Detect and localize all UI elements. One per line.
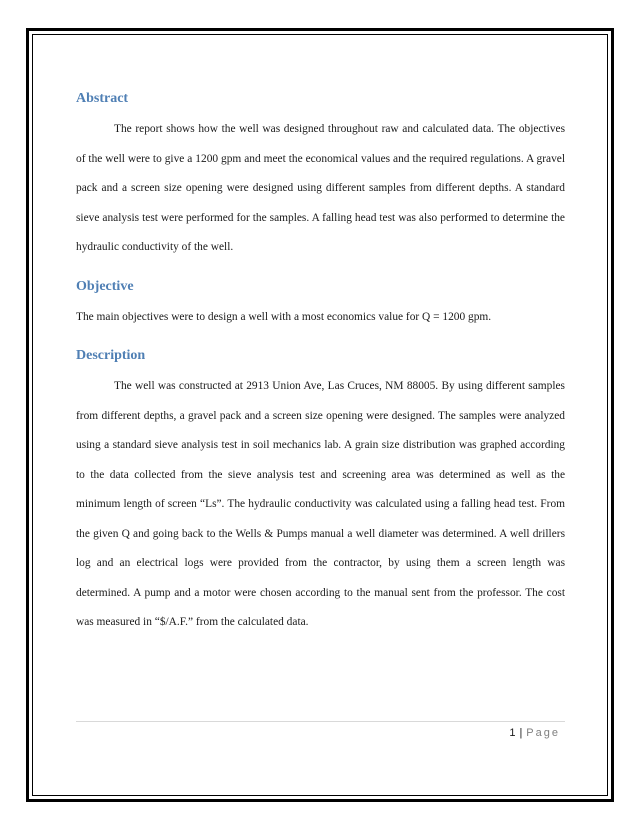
abstract-heading: Abstract [76,91,129,106]
page-number: 1 [509,727,516,739]
description-paragraph: The well was constructed at 2913 Union Ave, Las Cruces, NM 88005. By using different samples from different depths, a gravel pack and a screen size opening were designed. The samples were analyzed using a standard sieve analysis test in soil mechanics lab. A grain size distribution was graphed according to the data collected from the sieve analysis test and screening area was determined as well as the minimum length of screen “Ls”. The hydraulic conductivity was calculated using a falling head test. From the given Q and going back to the Wells & Pumps manual a well diameter was determined. A well drillers log and an electrical logs were provided from the contractor, by using them a screen length was determined. A pump and a motor were chosen according to the manual sent from the professor. The cost was measured in “$/A.F.” from the calculated data. [76,380,565,628]
document-body [76,82,565,638]
abstract-paragraph: The report shows how the well was designed throughout raw and calculated data. The objectives of the well were to give a 1200 gpm and meet the economical values and the required regulations. A gravel pack and a screen size opening were designed using different samples from different depths. A standard sieve analysis test were performed for the samples. A falling head test was also performed to determine the hydraulic conductivity of the well. [76,123,565,253]
page-label: Page [526,727,560,739]
objective-heading: Objective [76,278,134,294]
description-heading: Description [76,348,146,363]
page-footer [509,727,560,739]
objective-paragraph: The main objectives were to design a well with a most economics value for Q = 1200 gpm. [76,310,492,323]
footer-separator: | [519,727,523,739]
footer-divider [76,721,565,722]
